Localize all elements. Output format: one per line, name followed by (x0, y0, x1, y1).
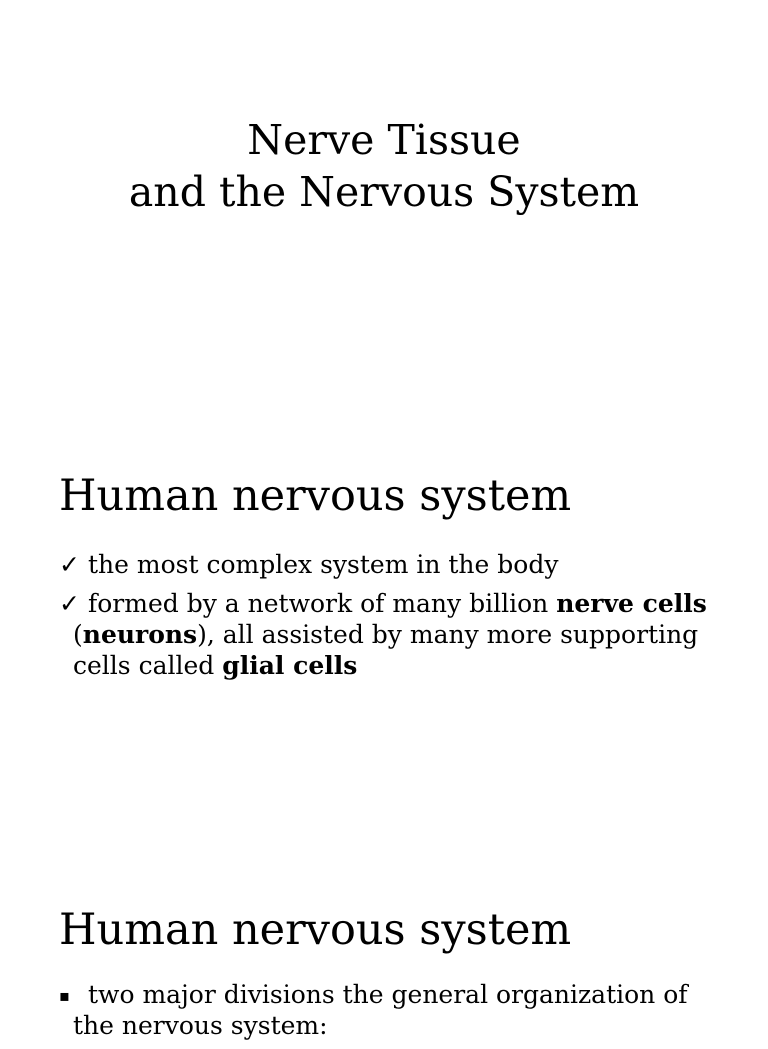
bullet-text-part: ), all assisted by many more supporting cells called (73, 620, 699, 680)
bullet-text: the most complex system in the body (88, 550, 559, 579)
bold-term-nerve-cells: nerve cells (556, 589, 707, 618)
bold-term-glial-cells: glial cells (222, 651, 358, 680)
checkmark-icon: ✓ (59, 589, 80, 618)
bullet-text: two major divisions the general organization of the nervous system: (73, 980, 688, 1040)
list-item (59, 979, 719, 1041)
title-line-2: and the Nervous System (128, 168, 640, 216)
bullet-text-part: formed by a network of many billion (88, 589, 557, 618)
bullet-text-part: ( (73, 620, 83, 649)
slide-title (0, 114, 768, 218)
title-line-1: Nerve Tissue (247, 116, 521, 164)
bold-term-neurons: neurons (82, 620, 198, 649)
checkmark-icon: ✓ (59, 550, 80, 579)
section-heading-2: Human nervous system (59, 905, 572, 955)
list-item (59, 588, 719, 681)
section-heading-1: Human nervous system (59, 471, 572, 521)
bullet-list-2 (59, 979, 719, 1049)
bullet-list-1 (59, 549, 719, 689)
list-item (59, 549, 719, 580)
square-bullet-icon: ▪ (59, 986, 70, 1005)
